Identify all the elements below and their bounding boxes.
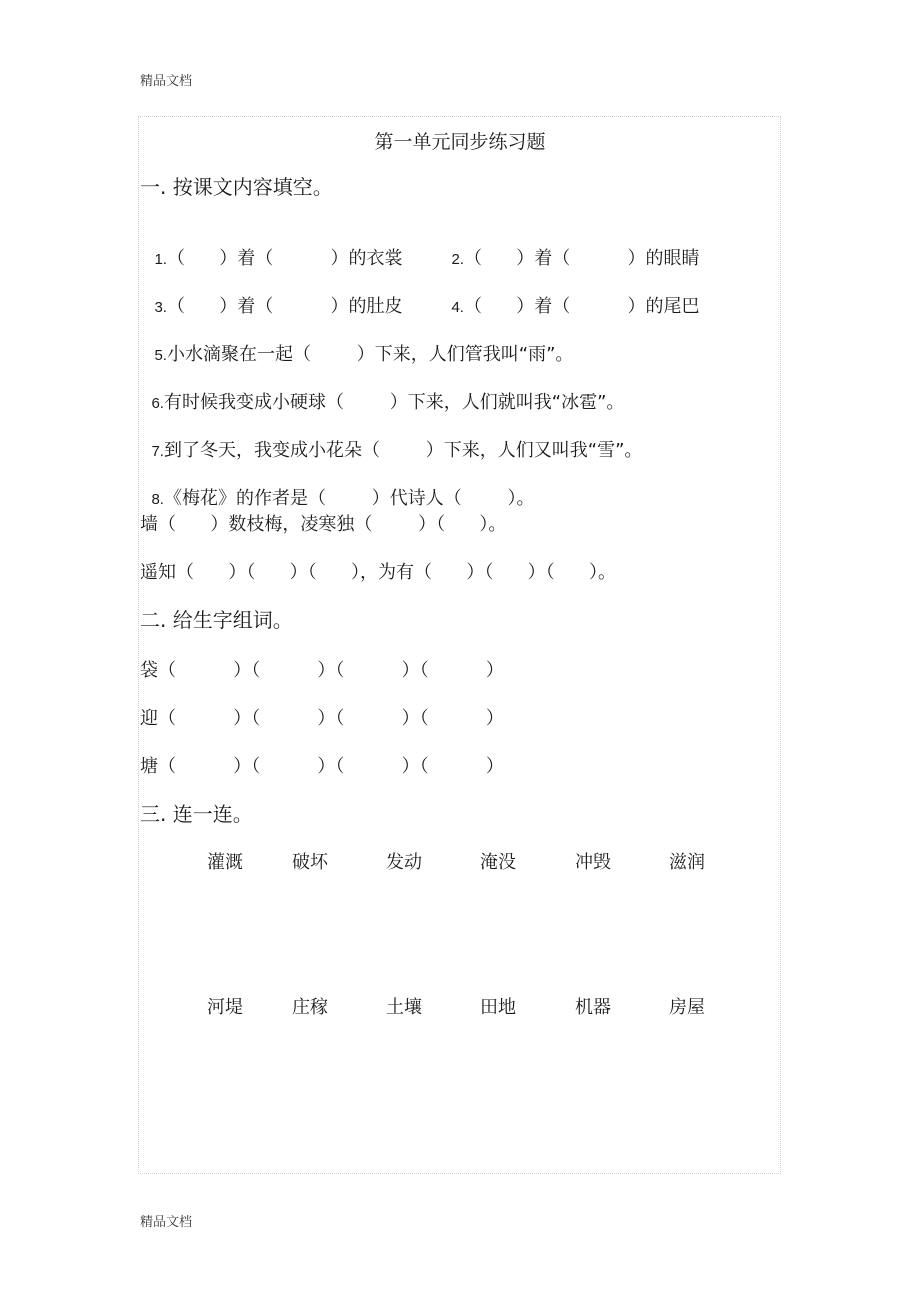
question-6-text: 有时候我变成小硬球（ ）下来，人们就叫我“冰雹”。 — [163, 392, 625, 413]
word-group-row-2: 迎（ ）（ ）（ ）（ ） — [140, 708, 504, 729]
word-group-row-1: 袋（ ）（ ）（ ）（ ） — [140, 660, 504, 681]
question-7-number: 7. — [151, 443, 164, 460]
match-top-word-2: 破坏 — [292, 852, 328, 873]
match-bottom-word-3: 土壤 — [386, 997, 422, 1018]
match-top-word-6: 滋润 — [669, 852, 705, 873]
question-1 — [143, 226, 403, 271]
question-3-number: 3. — [154, 299, 167, 316]
page-header: 精品文档 — [140, 74, 193, 89]
page-footer: 精品文档 — [140, 1215, 193, 1230]
question-8-text: 《梅花》的作者是（ ）代诗人（ ）。 — [163, 488, 535, 509]
match-top-word-4: 淹没 — [480, 852, 516, 873]
question-8 — [140, 466, 535, 511]
question-2 — [440, 226, 700, 271]
section3-heading: 三. 连一连。 — [140, 802, 253, 826]
question-5 — [143, 322, 573, 367]
page-title: 第一单元同步练习题 — [374, 131, 546, 153]
poem-line-2: 遥知（ ）（ ）（ ），为有（ ）（ ）（ ）。 — [140, 562, 616, 583]
match-bottom-word-4: 田地 — [480, 997, 516, 1018]
question-3-text: （ ）着（ ）的肚皮 — [166, 296, 403, 317]
question-2-number: 2. — [451, 251, 464, 268]
section2-heading: 二. 给生字组词。 — [140, 608, 293, 632]
match-top-word-5: 冲毁 — [575, 852, 611, 873]
question-4 — [440, 274, 700, 319]
question-7-text: 到了冬天，我变成小花朵（ ）下来，人们又叫我“雪”。 — [163, 440, 643, 461]
match-bottom-word-1: 河堤 — [207, 997, 243, 1018]
poem-line-1: 墙（ ）数枝梅，凌寒独（ ）（ ）。 — [140, 514, 507, 535]
match-bottom-word-5: 机器 — [575, 997, 611, 1018]
word-group-row-3: 塘（ ）（ ）（ ）（ ） — [140, 756, 504, 777]
question-3 — [143, 274, 403, 319]
question-1-text: （ ）着（ ）的衣裳 — [166, 248, 403, 269]
match-bottom-word-2: 庄稼 — [292, 997, 328, 1018]
question-5-text: 小水滴聚在一起（ ）下来，人们管我叫“雨”。 — [166, 344, 574, 365]
question-5-number: 5. — [154, 347, 167, 364]
question-7 — [140, 418, 642, 463]
question-1-number: 1. — [154, 251, 167, 268]
question-8-number: 8. — [151, 491, 164, 508]
question-6 — [140, 370, 624, 415]
match-bottom-word-6: 房屋 — [669, 997, 705, 1018]
match-top-word-1: 灌溉 — [207, 852, 243, 873]
match-top-word-3: 发动 — [386, 852, 422, 873]
question-6-number: 6. — [151, 395, 164, 412]
section1-heading: 一. 按课文内容填空。 — [140, 175, 333, 199]
question-2-text: （ ）着（ ）的眼睛 — [463, 248, 700, 269]
question-4-text: （ ）着（ ）的尾巴 — [463, 296, 700, 317]
question-4-number: 4. — [451, 299, 464, 316]
